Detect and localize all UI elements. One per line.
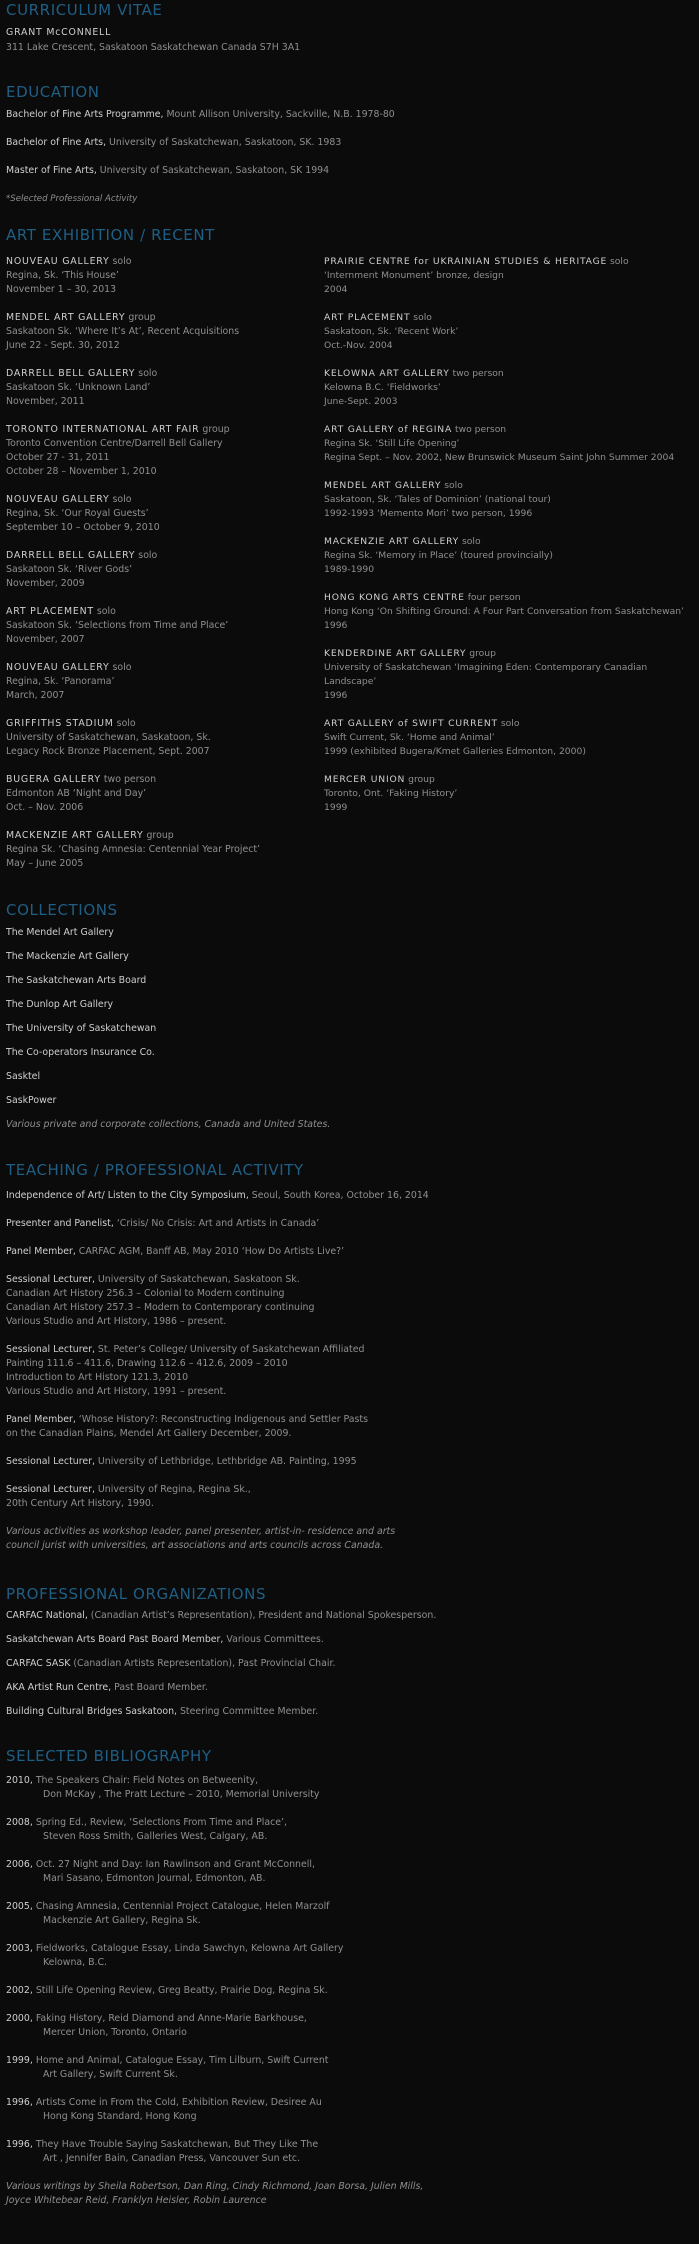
exhibition-detail: October 27 - 31, 2011	[6, 452, 110, 463]
exhibition-type: solo	[135, 550, 158, 561]
exhibition-detail: Regina, Sk. ‘Our Royal Guests’	[6, 508, 149, 519]
teaching-role: Sessional Lecturer,	[6, 1344, 95, 1355]
exhibition-title-line	[6, 255, 324, 269]
exhibition-type: group	[466, 648, 496, 659]
exhibition-type: solo	[459, 536, 481, 547]
exhibitions-right-column	[324, 255, 696, 885]
bibliography-item	[6, 1858, 423, 1886]
collections-heading: COLLECTIONS	[6, 901, 118, 919]
exhibition-type: solo	[441, 480, 463, 491]
exhibition-detail: September 10 – October 9, 2010	[6, 522, 160, 533]
exhibition-venue: HONG KONG ARTS CENTRE	[324, 592, 465, 603]
exhibition-venue: ART GALLERY of REGINA	[324, 424, 453, 435]
exhibition-detail: Regina Sk. ‘Memory in Place’ (toured provincially)	[324, 550, 553, 561]
exhibition-venue: MACKENZIE ART GALLERY	[324, 536, 460, 547]
education-item	[6, 136, 395, 150]
exhibition-venue: NOUVEAU GALLERY	[6, 256, 110, 267]
organization-name: Building Cultural Bridges Saskatoon,	[6, 1706, 177, 1717]
bibliography-title: Artists Come in From the Cold, Exhibition Review, Desiree Au	[32, 2097, 322, 2108]
teaching-first-line	[6, 1189, 429, 1203]
exhibition-entry	[6, 311, 324, 353]
exhibition-venue: MERCER UNION	[324, 774, 406, 785]
exhibition-detail: Regina Sk. ‘Chasing Amnesia: Centennial Year Project’	[6, 844, 261, 855]
bibliography-first-line	[6, 2054, 423, 2068]
teaching-first-line	[6, 1273, 429, 1287]
teaching-role: Panel Member,	[6, 1246, 76, 1257]
exhibitions-heading: ART EXHIBITION / RECENT	[6, 226, 215, 244]
exhibition-type: solo	[497, 718, 520, 729]
teaching-detail: Various Studio and Art History, 1986 – present.	[6, 1316, 227, 1327]
exhibition-title-line	[6, 423, 324, 437]
bibliography-title: Spring Ed., Review, ‘Selections From Time and Place’,	[32, 1817, 287, 1828]
exhibition-entry	[6, 661, 324, 703]
exhibition-entry	[6, 493, 324, 535]
organization-detail: Various Committees.	[223, 1634, 324, 1645]
bibliography-title: Still Life Opening Review, Greg Beatty, Prairie Dog, Regina Sk.	[32, 1985, 328, 1996]
cv-header	[6, 0, 300, 55]
exhibition-title-line	[324, 423, 696, 437]
teaching-first-line	[6, 1245, 429, 1259]
teaching-detail: Various Studio and Art History, 1991 – present.	[6, 1386, 227, 1397]
exhibition-venue: ART PLACEMENT	[324, 312, 411, 323]
teaching-detail: ‘Whose History?: Reconstructing Indigenous and Settler Pasts	[75, 1414, 368, 1425]
exhibition-detail: June 22 - Sept. 30, 2012	[6, 340, 120, 351]
bibliography-detail: Art , Jennifer Bain, Canadian Press, Vancouver Sun etc.	[43, 2153, 301, 2164]
exhibition-venue: KENDERDINE ART GALLERY	[324, 648, 467, 659]
exhibition-type: group	[199, 424, 230, 435]
bibliography-item	[6, 2138, 423, 2166]
exhibition-detail: Toronto Convention Centre/Darrell Bell Gallery	[6, 438, 223, 449]
exhibition-venue: MACKENZIE ART GALLERY	[6, 830, 144, 841]
organizations-section	[6, 1584, 436, 1729]
exhibition-detail: Swift Current, Sk. ‘Home and Animal’	[324, 732, 495, 743]
bibliography-first-line	[6, 1858, 423, 1872]
collection-item: The Dunlop Art Gallery	[6, 999, 114, 1010]
organization-item	[6, 1633, 436, 1647]
exhibition-detail: 1992-1993 ‘Memento Mori’ two person, 1996	[324, 508, 533, 519]
bibliography-detail: Kelowna, B.C.	[43, 1957, 108, 1968]
exhibition-detail: Regina Sk. ‘Still Life Opening’	[324, 438, 460, 449]
exhibition-title-line	[324, 479, 696, 493]
exhibition-type: group	[405, 774, 435, 785]
exhibition-detail: Saskatoon Sk. ‘River Gods’	[6, 564, 133, 575]
exhibition-entry	[324, 479, 696, 521]
organization-detail: Past Board Member.	[111, 1682, 208, 1693]
bibliography-item	[6, 1816, 423, 1844]
collection-item: SaskPower	[6, 1095, 57, 1106]
exhibition-title-line	[6, 717, 324, 731]
bibliography-detail: Art Gallery, Swift Current Sk.	[43, 2069, 178, 2080]
bibliography-title: They Have Trouble Saying Saskatchewan, But They Like The	[32, 2139, 319, 2150]
exhibitions-section	[6, 225, 215, 245]
exhibition-detail: Regina, Sk. ‘This House’	[6, 270, 119, 281]
exhibition-detail: Oct. – Nov. 2006	[6, 802, 84, 813]
exhibition-detail: March, 2007	[6, 690, 65, 701]
exhibition-detail: November, 2007	[6, 634, 85, 645]
exhibition-venue: KELOWNA ART GALLERY	[324, 368, 450, 379]
bibliography-title: Fieldworks, Catalogue Essay, Linda Sawchyn, Kelowna Art Gallery	[32, 1943, 344, 1954]
teaching-first-line	[6, 1343, 429, 1357]
exhibition-type: two person	[100, 774, 157, 785]
bibliography-item	[6, 1942, 423, 1970]
exhibition-entry	[324, 773, 696, 815]
teaching-detail: Canadian Art History 257.3 – Modern to Contemporary continuing	[6, 1302, 315, 1313]
bibliography-year: 2008,	[6, 1817, 33, 1828]
teaching-note	[6, 1525, 429, 1553]
teaching-role: Presenter and Panelist,	[6, 1218, 114, 1229]
teaching-note-line: Various activities as workshop leader, panel presenter, artist-in- residence and arts	[6, 1526, 396, 1537]
bibliography-first-line	[6, 1816, 423, 1830]
exhibition-detail: ‘Internment Monument’ bronze, design	[324, 270, 504, 281]
artist-name: GRANT McCONNELL	[6, 27, 112, 38]
bibliography-first-line	[6, 2012, 423, 2026]
education-note: *Selected Professional Activity	[6, 194, 138, 204]
organization-name: Saskatchewan Arts Board Past Board Member,	[6, 1634, 224, 1645]
page-title: CURRICULUM VITAE	[6, 1, 163, 19]
exhibition-detail: Legacy Rock Bronze Placement, Sept. 2007	[6, 746, 210, 757]
teaching-item	[6, 1483, 429, 1511]
exhibition-type: four person	[464, 592, 521, 603]
teaching-first-line	[6, 1455, 429, 1469]
teaching-first-line	[6, 1483, 429, 1497]
teaching-item	[6, 1217, 429, 1231]
exhibition-detail: 1999	[324, 802, 348, 813]
exhibition-title-line	[6, 773, 324, 787]
collections-section	[6, 900, 330, 1132]
exhibition-venue: MENDEL ART GALLERY	[6, 312, 126, 323]
collection-item: The Mackenzie Art Gallery	[6, 951, 129, 962]
bibliography-detail: Mercer Union, Toronto, Ontario	[43, 2027, 187, 2038]
exhibition-entry	[324, 255, 696, 297]
education-heading: EDUCATION	[6, 83, 100, 101]
bibliography-title: Chasing Amnesia, Centennial Project Catalogue, Helen Marzolf	[32, 1901, 330, 1912]
education-detail: University of Saskatchewan, Saskatoon, SK 1994	[96, 165, 330, 176]
exhibition-title-line	[6, 605, 324, 619]
exhibition-venue: GRIFFITHS STADIUM	[6, 718, 114, 729]
teaching-detail: ‘Crisis/ No Crisis: Art and Artists in Canada’	[113, 1218, 320, 1229]
teaching-role: Sessional Lecturer,	[6, 1456, 95, 1467]
bibliography-note	[6, 2180, 423, 2208]
education-degree: Master of Fine Arts,	[6, 165, 97, 176]
organization-item	[6, 1705, 436, 1719]
exhibition-entry	[6, 549, 324, 591]
artist-address: 311 Lake Crescent, Saskatoon Saskatchewan Canada S7H 3A1	[6, 42, 301, 53]
exhibitions-left-column	[6, 255, 324, 885]
exhibition-detail: 1989-1990	[324, 564, 375, 575]
teaching-role: Independence of Art/ Listen to the City Symposium,	[6, 1190, 249, 1201]
exhibition-title-line	[324, 773, 696, 787]
exhibition-entry	[6, 717, 324, 759]
exhibition-type: group	[125, 312, 156, 323]
exhibition-venue: DARRELL BELL GALLERY	[6, 550, 136, 561]
bibliography-item	[6, 1774, 423, 1802]
teaching-item	[6, 1245, 429, 1259]
teaching-detail: Canadian Art History 256.3 – Colonial to Modern continuing	[6, 1288, 285, 1299]
teaching-item	[6, 1343, 429, 1399]
bibliography-item	[6, 2096, 423, 2124]
organization-item	[6, 1609, 436, 1623]
teaching-detail: University of Regina, Regina Sk.,	[94, 1484, 251, 1495]
organization-detail: Steering Committee Member.	[177, 1706, 319, 1717]
bibliography-first-line	[6, 1900, 423, 1914]
organizations-list	[6, 1609, 436, 1719]
education-detail: Mount Allison University, Sackville, N.B. 1978-80	[163, 109, 395, 120]
bibliography-year: 2010,	[6, 1775, 33, 1786]
exhibition-detail: Saskatoon, Sk. ‘Recent Work’	[324, 326, 459, 337]
collection-item: The University of Saskatchewan	[6, 1023, 157, 1034]
bibliography-year: 2002,	[6, 1985, 33, 1996]
teaching-detail: St. Peter’s College/ University of Saskatchewan Affiliated	[94, 1344, 365, 1355]
exhibition-type: solo	[109, 662, 132, 673]
bibliography-detail: Steven Ross Smith, Galleries West, Calgary, AB.	[43, 1831, 268, 1842]
collections-list	[6, 926, 330, 1118]
teaching-note-line: council jurist with universities, art associations and arts councils across Canada.	[6, 1540, 384, 1551]
exhibition-type: solo	[109, 494, 132, 505]
bibliography-year: 2003,	[6, 1943, 33, 1954]
organization-detail: (Canadian Artists Representation), Past Provincial Chair.	[70, 1658, 336, 1669]
teaching-detail: Painting 111.6 – 411.6, Drawing 112.6 – 412.6, 2009 – 2010	[6, 1358, 288, 1369]
exhibition-detail: November, 2011	[6, 396, 85, 407]
teaching-role: Panel Member,	[6, 1414, 76, 1425]
exhibition-title-line	[6, 493, 324, 507]
collections-note: Various private and corporate collections, Canada and United States.	[6, 1119, 331, 1130]
exhibition-title-line	[324, 367, 696, 381]
teaching-detail: University of Saskatchewan, Saskatoon Sk.	[94, 1274, 300, 1285]
exhibition-venue: TORONTO INTERNATIONAL ART FAIR	[6, 424, 200, 435]
bibliography-first-line	[6, 2096, 423, 2110]
exhibition-type: solo	[113, 718, 136, 729]
teaching-detail: on the Canadian Plains, Mendel Art Gallery December, 2009.	[6, 1428, 292, 1439]
teaching-detail: Seoul, South Korea, October 16, 2014	[248, 1190, 429, 1201]
exhibition-detail: Regina Sept. – Nov. 2002, New Brunswick Museum Saint John Summer 2004	[324, 452, 675, 463]
exhibition-entry	[324, 717, 696, 759]
bibliography-note-line: Joyce Whitebear Reid, Franklyn Heisler, Robin Laurence	[6, 2195, 267, 2206]
exhibition-entry	[6, 605, 324, 647]
exhibitions-columns	[6, 255, 696, 885]
bibliography-year: 2006,	[6, 1859, 33, 1870]
bibliography-item	[6, 1900, 423, 1928]
bibliography-year: 2005,	[6, 1901, 33, 1912]
exhibition-venue: ART PLACEMENT	[6, 606, 94, 617]
exhibition-title-line	[6, 549, 324, 563]
education-degree: Bachelor of Fine Arts Programme,	[6, 109, 164, 120]
bibliography-item	[6, 2054, 423, 2082]
exhibition-detail: Toronto, Ont. ‘Faking History’	[324, 788, 458, 799]
teaching-detail: University of Lethbridge, Lethbridge AB. Painting, 1995	[94, 1456, 357, 1467]
exhibition-entry	[6, 773, 324, 815]
teaching-item	[6, 1273, 429, 1329]
exhibition-title-line	[6, 661, 324, 675]
teaching-role: Sessional Lecturer,	[6, 1274, 95, 1285]
bibliography-first-line	[6, 1942, 423, 1956]
organization-item	[6, 1681, 436, 1695]
teaching-detail: Introduction to Art History 121.3, 2010	[6, 1372, 189, 1383]
exhibition-title-line	[6, 311, 324, 325]
collection-item: The Saskatchewan Arts Board	[6, 975, 147, 986]
exhibition-detail: 1996	[324, 620, 348, 631]
education-list	[6, 108, 395, 178]
exhibition-type: solo	[135, 368, 158, 379]
exhibition-entry	[324, 591, 696, 633]
exhibition-detail: Saskatoon Sk. ‘Selections from Time and Place’	[6, 620, 229, 631]
exhibition-title-line	[324, 717, 696, 731]
collection-item: The Co-operators Insurance Co.	[6, 1047, 155, 1058]
exhibition-type: solo	[607, 256, 629, 267]
teaching-item	[6, 1455, 429, 1469]
exhibition-detail: Saskatoon Sk. ‘Unknown Land’	[6, 382, 151, 393]
exhibition-detail: University of Saskatchewan, Saskatoon, Sk.	[6, 732, 211, 743]
bibliography-list	[6, 1774, 423, 2166]
exhibition-detail: 1996	[324, 690, 348, 701]
bibliography-first-line	[6, 1774, 423, 1788]
education-degree: Bachelor of Fine Arts,	[6, 137, 107, 148]
teaching-detail: CARFAC AGM, Banff AB, May 2010 ‘How Do Artists Live?’	[75, 1246, 345, 1257]
education-item	[6, 164, 395, 178]
exhibition-type: solo	[93, 606, 116, 617]
teaching-item	[6, 1413, 429, 1441]
exhibition-title-line	[324, 255, 696, 269]
exhibition-detail: Hong Kong ‘On Shifting Ground: A Four Part Conversation from Saskatchewan’	[324, 606, 684, 617]
exhibition-entry	[6, 255, 324, 297]
collection-item: Sasktel	[6, 1071, 41, 1082]
exhibition-title-line	[324, 311, 696, 325]
exhibition-title-line	[324, 647, 696, 661]
bibliography-detail: Mari Sasano, Edmonton Journal, Edmonton, AB.	[43, 1873, 266, 1884]
bibliography-detail: Don McKay , The Pratt Lecture – 2010, Memorial University	[43, 1789, 320, 1800]
teaching-heading: TEACHING / PROFESSIONAL ACTIVITY	[6, 1161, 304, 1179]
collection-item: The Mendel Art Gallery	[6, 927, 114, 938]
exhibition-venue: DARRELL BELL GALLERY	[6, 368, 136, 379]
bibliography-heading: SELECTED BIBLIOGRAPHY	[6, 1747, 212, 1765]
exhibition-detail: Kelowna B.C. ‘Fieldworks’	[324, 382, 441, 393]
organization-name: CARFAC SASK	[6, 1658, 71, 1669]
bibliography-year: 2000,	[6, 2013, 33, 2024]
exhibition-venue: BUGERA GALLERY	[6, 774, 101, 785]
bibliography-year: 1996,	[6, 2139, 33, 2150]
education-section	[6, 82, 395, 206]
exhibition-title-line	[324, 591, 696, 605]
exhibition-detail: May – June 2005	[6, 858, 84, 869]
exhibition-detail: 2004	[324, 284, 348, 295]
exhibition-entry	[6, 829, 324, 871]
bibliography-year: 1999,	[6, 2055, 33, 2066]
exhibition-entry	[324, 423, 696, 465]
exhibition-type: two person	[449, 368, 504, 379]
exhibition-type: solo	[410, 312, 432, 323]
teaching-role: Sessional Lecturer,	[6, 1484, 95, 1495]
bibliography-item	[6, 2012, 423, 2040]
education-item	[6, 108, 395, 122]
exhibition-type: solo	[109, 256, 132, 267]
teaching-first-line	[6, 1413, 429, 1427]
exhibition-entry	[6, 423, 324, 479]
exhibition-entry	[324, 311, 696, 353]
exhibition-detail: Saskatoon, Sk. ‘Tales of Dominion’ (national tour)	[324, 494, 551, 505]
exhibition-title-line	[6, 829, 324, 843]
exhibition-title-line	[324, 535, 696, 549]
organization-name: AKA Artist Run Centre,	[6, 1682, 112, 1693]
bibliography-section	[6, 1746, 423, 2208]
exhibition-venue: NOUVEAU GALLERY	[6, 662, 110, 673]
organization-detail: (Canadian Artist’s Representation), President and National Spokesperson.	[87, 1610, 437, 1621]
exhibition-type: group	[143, 830, 174, 841]
education-detail: University of Saskatchewan, Saskatoon, SK. 1983	[106, 137, 342, 148]
exhibition-venue: NOUVEAU GALLERY	[6, 494, 110, 505]
bibliography-note-line: Various writings by Sheila Robertson, Dan Ring, Cindy Richmond, Joan Borsa, Julien Mills,	[6, 2181, 424, 2192]
organization-item	[6, 1657, 436, 1671]
exhibition-detail: Saskatoon Sk. ‘Where It’s At’, Recent Acquisitions	[6, 326, 240, 337]
exhibition-detail: November 1 – 30, 2013	[6, 284, 117, 295]
bibliography-year: 1996,	[6, 2097, 33, 2108]
bibliography-first-line	[6, 1984, 423, 1998]
exhibition-entry	[324, 535, 696, 577]
exhibition-venue: PRAIRIE CENTRE for UKRAINIAN STUDIES & HERITAGE	[324, 256, 608, 267]
bibliography-item	[6, 1984, 423, 1998]
organization-name: CARFAC National,	[6, 1610, 88, 1621]
teaching-item	[6, 1189, 429, 1203]
exhibition-title-line	[6, 367, 324, 381]
bibliography-title: Faking History, Reid Diamond and Anne-Marie Barkhouse,	[32, 2013, 307, 2024]
bibliography-first-line	[6, 2138, 423, 2152]
exhibition-entry	[6, 367, 324, 409]
exhibition-detail: November, 2009	[6, 578, 85, 589]
teaching-first-line	[6, 1217, 429, 1231]
organizations-heading: PROFESSIONAL ORGANIZATIONS	[6, 1585, 267, 1603]
exhibition-entry	[324, 647, 696, 703]
exhibition-detail: June-Sept. 2003	[324, 396, 398, 407]
bibliography-detail: Mackenzie Art Gallery, Regina Sk.	[43, 1915, 201, 1926]
exhibition-venue: ART GALLERY of SWIFT CURRENT	[324, 718, 498, 729]
exhibition-detail: Regina, Sk. ‘Panorama’	[6, 676, 115, 687]
bibliography-title: The Speakers Chair: Field Notes on Betweenity,	[32, 1775, 259, 1786]
bibliography-title: Home and Animal, Catalogue Essay, Tim Lilburn, Swift Current	[32, 2055, 329, 2066]
exhibition-detail: Oct.-Nov. 2004	[324, 340, 393, 351]
teaching-detail: 20th Century Art History, 1990.	[6, 1498, 154, 1509]
teaching-list	[6, 1189, 429, 1511]
exhibition-detail: October 28 – November 1, 2010	[6, 466, 157, 477]
exhibition-detail: Edmonton AB ‘Night and Day’	[6, 788, 147, 799]
bibliography-detail: Hong Kong Standard, Hong Kong	[43, 2111, 197, 2122]
teaching-section	[6, 1160, 429, 1553]
exhibition-type: two person	[452, 424, 507, 435]
exhibition-detail: University of Saskatchewan ‘Imagining Eden: Contemporary Canadian Landscape’	[324, 662, 648, 687]
bibliography-title: Oct. 27 Night and Day: Ian Rawlinson and Grant McConnell,	[32, 1859, 315, 1870]
exhibition-detail: 1999 (exhibited Bugera/Kmet Galleries Edmonton, 2000)	[324, 746, 586, 757]
exhibition-entry	[324, 367, 696, 409]
exhibition-venue: MENDEL ART GALLERY	[324, 480, 442, 491]
